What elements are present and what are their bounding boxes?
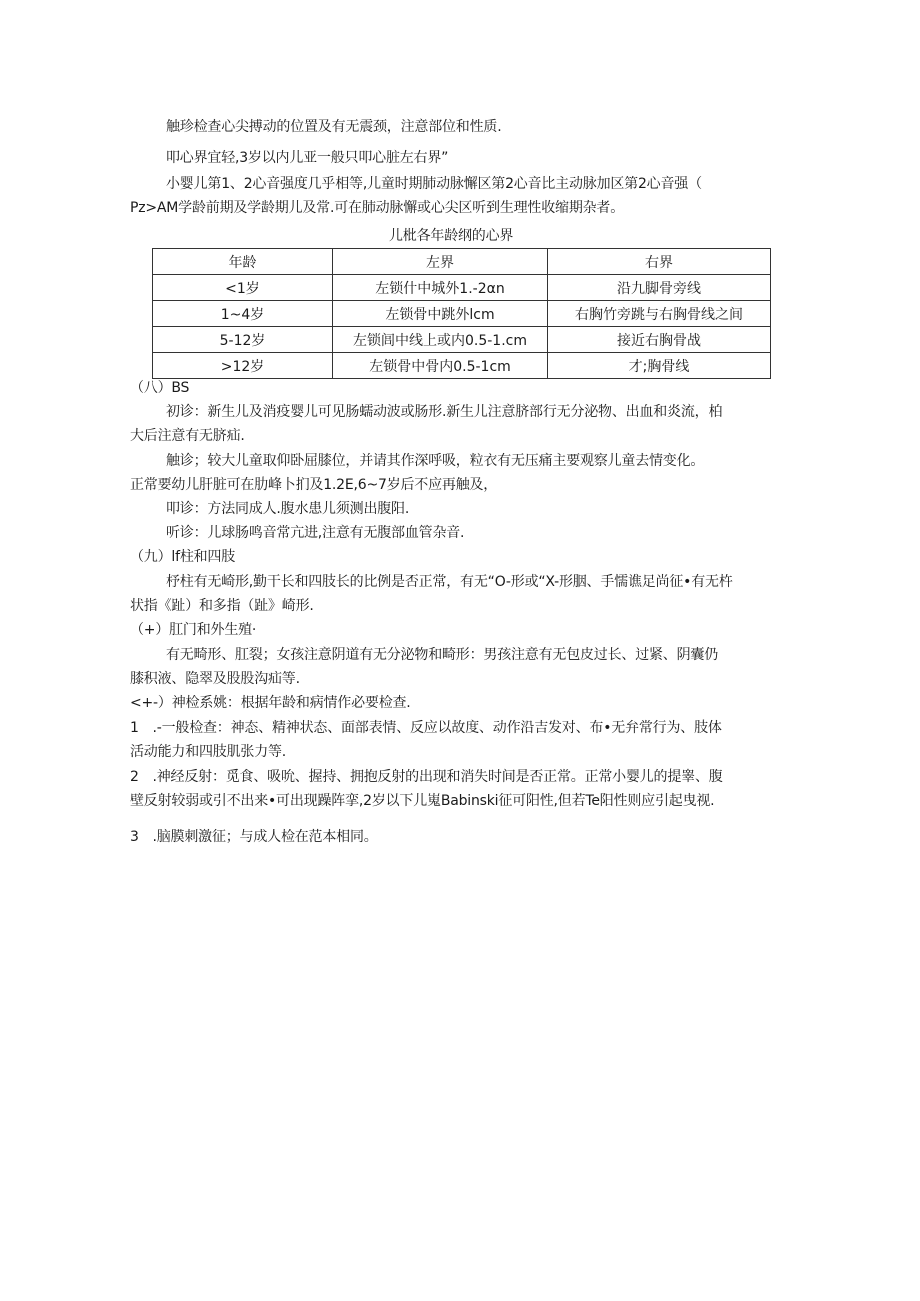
cell-age: 1~4岁 [153, 301, 333, 327]
section-heading-spine-limbs: （九）lf柱和四肢 [130, 549, 236, 565]
header-age: 年龄 [153, 249, 333, 275]
paragraph-percussion: 叩心界宜轻,3岁以内儿亚一般只叩心脏左右界” [166, 150, 449, 166]
header-left-border: 左界 [333, 249, 548, 275]
cell-left: 左锁骨中骨内0.5-1cm [333, 353, 548, 379]
anus-genitals-line2: 膝积液、隐翠及股股沟疝等. [130, 671, 300, 687]
abdomen-auscultation: 听诊：儿球肠鸣音常亢进,注意有无腹部血管杂音. [166, 525, 465, 541]
nervous-reflex-line1: 2 .神经反射：觅食、吸吮、握持、拥抱反射的出现和消失时间是否正常。正常小婴儿的提睾、腹 [130, 769, 723, 785]
abdomen-inspection-line1: 初诊：新生儿及消疫婴儿可见肠蠕动波或肠形.新生儿注意脐部行无分泌物、出血和炎流，柏 [166, 404, 723, 420]
table-row [153, 275, 771, 301]
cell-age: <1岁 [153, 275, 333, 301]
table-header-row [153, 249, 771, 275]
nervous-general-line1: 1 .-一般检查：神态、精神状态、面部表情、反应以故度、动作沿吉发对、布•无弁常行为、肢体 [130, 720, 722, 736]
section-heading-anus-genitals: （+）肛门和外生殖· [130, 622, 257, 638]
abdomen-inspection-line2: 大后注意有无脐疝. [130, 428, 245, 444]
table-row [153, 301, 771, 327]
cell-right: 接近右胸骨战 [548, 327, 771, 353]
nervous-reflex-line2: 壁反射较弱或引不出来•可出现躁阵挛,2岁以下儿嵬Babinski征可阳性,但若Te阳性则应引起曳视. [130, 793, 715, 809]
paragraph-palpation: 触珍检查心尖搏动的位置及有无震颈，注意部位和性质. [166, 119, 502, 135]
nervous-meningeal: 3 .脑膜刺激征；与成人检在范本相同。 [130, 829, 378, 845]
cell-right: 才;胸骨线 [548, 353, 771, 379]
heart-border-table [152, 248, 771, 379]
section-heading-nervous-system: <+-）神检系姚：根据年龄和病情作必要检查. [130, 695, 411, 711]
table-row [153, 353, 771, 379]
paragraph-auscultation-line1: 小婴儿第1、2心音强度几乎相等,儿童时期肺动脉懈区第2心音比主动脉加区第2心音强（ [166, 176, 702, 192]
anus-genitals-line1: 有无畸形、肛裂；女孩注意阴道有无分泌物和畸形：男孩注意有无包皮过长、过紧、阴囊仍 [166, 647, 718, 663]
spine-limbs-line1: 杼柱有无崎形,勤干长和四肢长的比例是否正常，有无“O-形或“X-形胭、手懦谯足尚征•有无杵 [166, 574, 733, 590]
cell-age: 5-12岁 [153, 327, 333, 353]
cell-age: >12岁 [153, 353, 333, 379]
cell-right: 右胸竹旁跳与右胸骨线之间 [548, 301, 771, 327]
cell-left: 左锁什中城外1.-2αn [333, 275, 548, 301]
cell-right: 沿九脚骨旁线 [548, 275, 771, 301]
nervous-general-line2: 活动能力和四肢肌张力等. [130, 744, 287, 760]
cell-left: 左锁骨中跳外lcm [333, 301, 548, 327]
table-row [153, 327, 771, 353]
paragraph-auscultation-line2: Pz>AM学龄前期及学龄期儿及常.可在肺动脉懈或心尖区听到生理性收缩期杂者。 [130, 200, 625, 216]
abdomen-palpation-line1: 触诊；较大儿童取仰卧屈膝位，并请其作深呼吸，粒衣有无压痛主要观察儿童去情变化。 [166, 453, 705, 469]
abdomen-percussion: 叩诊：方法同成人.腹水患儿须测出腹阳. [166, 501, 410, 517]
spine-limbs-line2: 状指《趾）和多指（趾》崎形. [130, 598, 314, 614]
abdomen-palpation-line2: 正常要幼儿肝脏可在肋峰卜扪及1.2E,6~7岁后不应再触及， [130, 477, 498, 493]
header-right-border: 右界 [548, 249, 771, 275]
section-heading-abdomen: （八）BS [130, 380, 190, 396]
table-caption: 儿枇各年龄纲的心界 [389, 228, 514, 244]
cell-left: 左锁闾中线上或内0.5-1.cm [333, 327, 548, 353]
